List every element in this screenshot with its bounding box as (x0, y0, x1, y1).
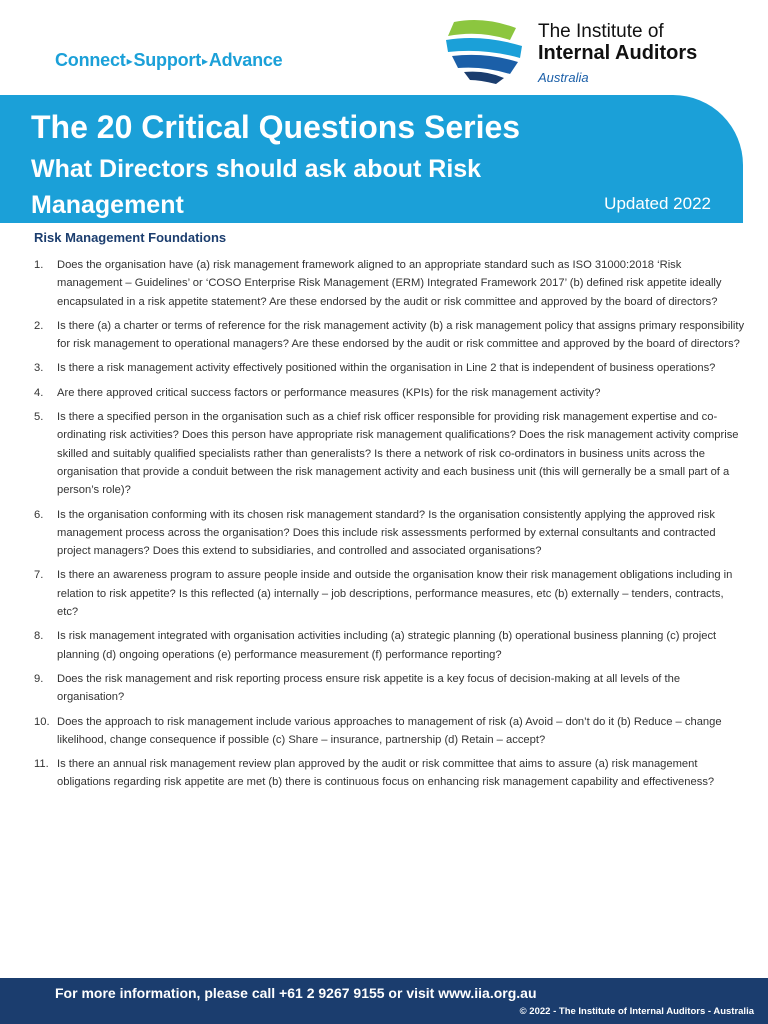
footer-contact: For more information, please call +61 2 9267 9155 or visit www.iia.org.au (55, 985, 537, 1001)
question-text: Does the organisation have (a) risk management framework aligned to an appropriate standard such as ISO 31000:2018 ‘Risk management – Guidelines’ or ‘COSO Enterprise Risk Management (ERM) Integrated Framework 2017’ (b) defined risk appetite ideally encapsulated in a risk appetite statement? Are these endorsed by the audit or risk committee and approved by the board of directors? (57, 259, 722, 308)
section-heading: Risk Management Foundations (34, 230, 227, 245)
question-number: 7. (34, 569, 44, 582)
footer-copyright: © 2022 - The Institute of Internal Auditors - Australia (519, 1006, 754, 1017)
question-text: Is risk management integrated with organisation activities including (a) strategic planning (b) operational business planning (c) project planning (d) ongoing operations (e) performance measurement (f) performance reporting? (57, 630, 717, 661)
question-number: 11. (34, 758, 49, 771)
org-name-line1: The Institute of (538, 21, 664, 42)
tagline-connect: Connect (55, 50, 126, 70)
question-text: Is there a specified person in the organisation such as a chief risk officer responsible for providing risk management expertise and co-ordinating risk activities? Does this person have appropriate risk management qualifications? Does the risk management activity comprise skilled and suitably qualified specialists rather than generalists? Is there a network of risk co-ordinators in business units across the organisation that provide a conduit between the risk management activity and each business unit (this will gernerally be a small part of a person’s role)? (57, 411, 739, 497)
question-number: 9. (34, 672, 44, 685)
list-item (34, 384, 746, 402)
tagline-support: Support (133, 50, 202, 70)
question-number: 4. (34, 386, 44, 399)
updated-label: Updated 2022 (604, 194, 711, 213)
page-title: The 20 Critical Questions Series (31, 109, 521, 145)
question-number: 10. (34, 715, 50, 728)
list-item (34, 408, 746, 499)
org-country: Australia (538, 70, 589, 85)
list-item (34, 566, 746, 621)
list-item (34, 670, 746, 707)
question-text: Is there (a) a charter or terms of reference for the risk management activity (b) a risk management policy that assigns primary responsibility for risk management to operational managers? Are these endorsed by the audit or risk committee and approved by the board of directors? (57, 319, 745, 351)
question-text: Are there approved critical success factors or performance measures (KPIs) for the risk management activity? (57, 386, 601, 399)
question-number: 3. (34, 362, 44, 375)
question-text: Is there an awareness program to assure people inside and outside the organisation know their risk management obligations including in relation to risk appetite? Is this reflected (a) internally – job descriptions, performance measures, etc (b) externally – tenders, contracts, etc? (57, 569, 733, 619)
list-item (34, 256, 746, 311)
question-number: 6. (34, 508, 44, 521)
question-number: 1. (34, 259, 44, 271)
question-number: 2. (34, 319, 44, 332)
question-text: Is there a risk management activity effectively positioned within the organisation in Line 2 that is independent of business operations? (57, 362, 716, 375)
org-name-line2: Internal Auditors (538, 42, 698, 64)
chevron-right-icon: ▸ (202, 54, 208, 68)
list-item (34, 755, 746, 792)
questions-list (34, 256, 746, 798)
tagline (55, 50, 283, 71)
list-item (34, 359, 746, 377)
question-text: Does the risk management and risk reporting process ensure risk appetite is a key focus of decision-making at all levels of the organisation? (57, 672, 681, 704)
footer (0, 978, 768, 1024)
question-text: Is the organisation conforming with its chosen risk management standard? Is the organisation consistently applying the approved risk management process across the organisation? Does this include risk assessments performed by external consultants and contracted project managers? Does this extend to subsidiaries, and controlled and associated organisations? (57, 508, 716, 558)
iia-globe-logo (444, 16, 526, 86)
question-text: Does the approach to risk management include various approaches to management of risk (a) Avoid – don’t do it (b) Reduce – change likelihood, change consequence if possible (c) Share – insurance, partnership (d) Retain – accept? (57, 715, 722, 746)
list-item (34, 713, 746, 750)
question-text: Is there an annual risk management review plan approved by the audit or risk committee that aims to assure (a) risk management obligations regarding risk appetite are met (b) there is continuous focus on enhancing risk management capability and effectiveness? (57, 758, 715, 789)
list-item (34, 506, 746, 561)
tagline-advance: Advance (208, 50, 283, 70)
question-number: 5. (34, 411, 44, 424)
title-banner (0, 95, 743, 223)
list-item (34, 317, 746, 354)
question-number: 8. (34, 630, 44, 643)
chevron-right-icon: ▸ (126, 54, 133, 68)
list-item (34, 627, 746, 664)
page-subtitle: What Directors should ask about Risk Management (31, 155, 482, 219)
iia-logo (444, 16, 744, 88)
